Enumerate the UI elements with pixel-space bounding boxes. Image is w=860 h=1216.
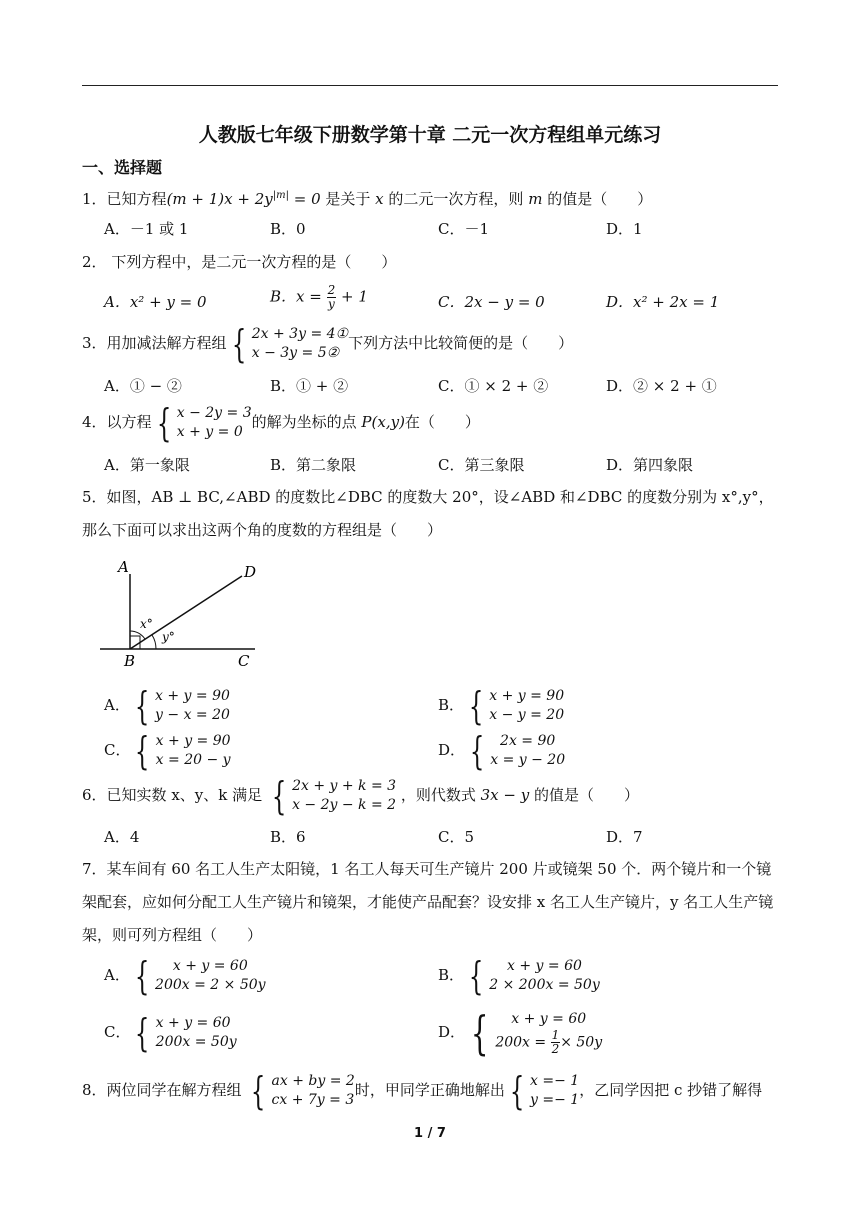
q7-option-c[interactable]: C． { x + y = 60 200x = 50y <box>104 1011 237 1055</box>
q4-equation-system: { x − 2y = 3 x + y = 0 <box>156 401 252 445</box>
label-b: B <box>124 652 136 670</box>
q8-solution-system: { x =− 1 y =− 1 <box>509 1069 580 1113</box>
q7-option-b[interactable]: B． { x + y = 60 2 × 200x = 50y <box>438 954 600 998</box>
line-bd <box>130 576 242 649</box>
question-5: 5．如图，AB ⊥ BC,∠ABD 的度数比∠DBC 的度数大 20°，设∠ABD 和∠DBC 的度数分别为 x°,y°，那么下面可以求出这两个角的度数的方程组是（ ） <box>82 488 774 539</box>
question-3: 3．用加减法解方程组 { 2x + 3y = 4① x − 3y = 5② 下列方法中比较简便的是（ ） <box>82 322 574 366</box>
q1-option-d[interactable]: D．1 <box>606 220 643 238</box>
q4-option-c[interactable]: C．第三象限 <box>438 456 525 474</box>
q5-option-d[interactable]: D． { 2x = 90 x = y − 20 <box>438 729 566 773</box>
q5-option-a[interactable]: A． { x + y = 90 y − x = 20 <box>104 684 230 728</box>
q6-option-b[interactable]: B．6 <box>270 828 306 846</box>
label-a: A <box>118 558 129 576</box>
q6-option-c[interactable]: C．5 <box>438 828 475 846</box>
q7-option-d[interactable]: D． { x + y = 60 200x = $\frac{1}{2}$ × 50y <box>438 1006 603 1060</box>
section-heading: 一、选择题 <box>82 158 163 177</box>
q1-option-a[interactable]: A．－1 或 1 <box>104 220 189 238</box>
label-x-angle: x° <box>140 617 153 631</box>
q4-option-b[interactable]: B．第二象限 <box>270 456 357 474</box>
question-8: 8．两位同学在解方程组 { ax + by = 2 cx + 7y = 3 时，甲同学正确地解出 { x =− 1 y =− 1 ，乙同学因把 c 抄错了解得 <box>82 1069 763 1113</box>
q6-option-d[interactable]: D．7 <box>606 828 643 846</box>
q3-option-a[interactable]: A．① − ② <box>104 377 182 395</box>
q7-option-a[interactable]: A． { x + y = 60 200x = 2 × 50y <box>104 954 266 998</box>
q4-option-d[interactable]: D．第四象限 <box>606 456 694 474</box>
q4-option-a[interactable]: A．第一象限 <box>104 456 190 474</box>
header-rule <box>82 85 778 86</box>
q2-option-a[interactable]: A．x² + y = 0 <box>104 293 207 311</box>
page-number: 1 / 7 <box>414 1126 446 1141</box>
right-angle-mark <box>130 636 140 649</box>
q3-option-c[interactable]: C．① × 2 + ② <box>438 377 549 395</box>
q3-option-b[interactable]: B．① + ② <box>270 377 349 395</box>
q5-option-c[interactable]: C． { x + y = 90 x = 20 − y <box>104 729 231 773</box>
q1-option-c[interactable]: C．－1 <box>438 220 490 238</box>
q8-equation-system: { ax + by = 2 cx + 7y = 3 <box>251 1069 355 1113</box>
q2-option-c[interactable]: C．2x − y = 0 <box>438 293 545 311</box>
angle-arc-x <box>130 631 145 639</box>
angle-arc-y <box>152 635 156 649</box>
label-c: C <box>238 652 250 670</box>
label-d: D <box>244 563 257 581</box>
question-1: 1．已知方程$(m + 1)x + 2y^{|m|} = 0$ 是关于 x 的二元一次方程，则 m 的值是（ ） <box>82 190 653 208</box>
question-2: 2． 下列方程中，是二元一次方程的是（ ） <box>82 253 397 271</box>
question-4: 4．以方程 { x − 2y = 3 x + y = 0 的解为坐标的点 P(x,y)在（ ） <box>82 401 480 445</box>
angle-figure <box>100 556 260 670</box>
q2-option-b[interactable]: B．x = $\frac{2}{y}$ + 1 <box>270 283 368 311</box>
question-7: 7．某车间有 60 名工人生产太阳镜，1 名工人每天可生产镜片 200 片或镜架 50 个．两个镜片和一个镜架配套，应如何分配工人生产镜片和镜架，才能使产品配套？设安排 x 名工人生产镜片，y 名工人生产镜架，则可列方程组（ ） <box>82 860 774 944</box>
q6-option-a[interactable]: A．4 <box>104 828 140 846</box>
q2-option-d[interactable]: D．x² + 2x = 1 <box>606 293 720 311</box>
q6-equation-system: { 2x + y + k = 3 x − 2y − k = 2 <box>271 774 397 818</box>
page-title: 人教版七年级下册数学第十章 二元一次方程组单元练习 <box>198 124 662 146</box>
label-y-angle: y° <box>162 630 175 644</box>
q1-option-b[interactable]: B．0 <box>270 220 306 238</box>
question-6: 6．已知实数 x、y、k 满足 { 2x + y + k = 3 x − 2y − k = 2 ，则代数式 3x − y 的值是（ ） <box>82 774 639 818</box>
q5-option-b[interactable]: B． { x + y = 90 x − y = 20 <box>438 684 565 728</box>
q3-equation-system: { 2x + 3y = 4① x − 3y = 5② <box>231 322 349 366</box>
q3-option-d[interactable]: D．② × 2 + ① <box>606 377 717 395</box>
